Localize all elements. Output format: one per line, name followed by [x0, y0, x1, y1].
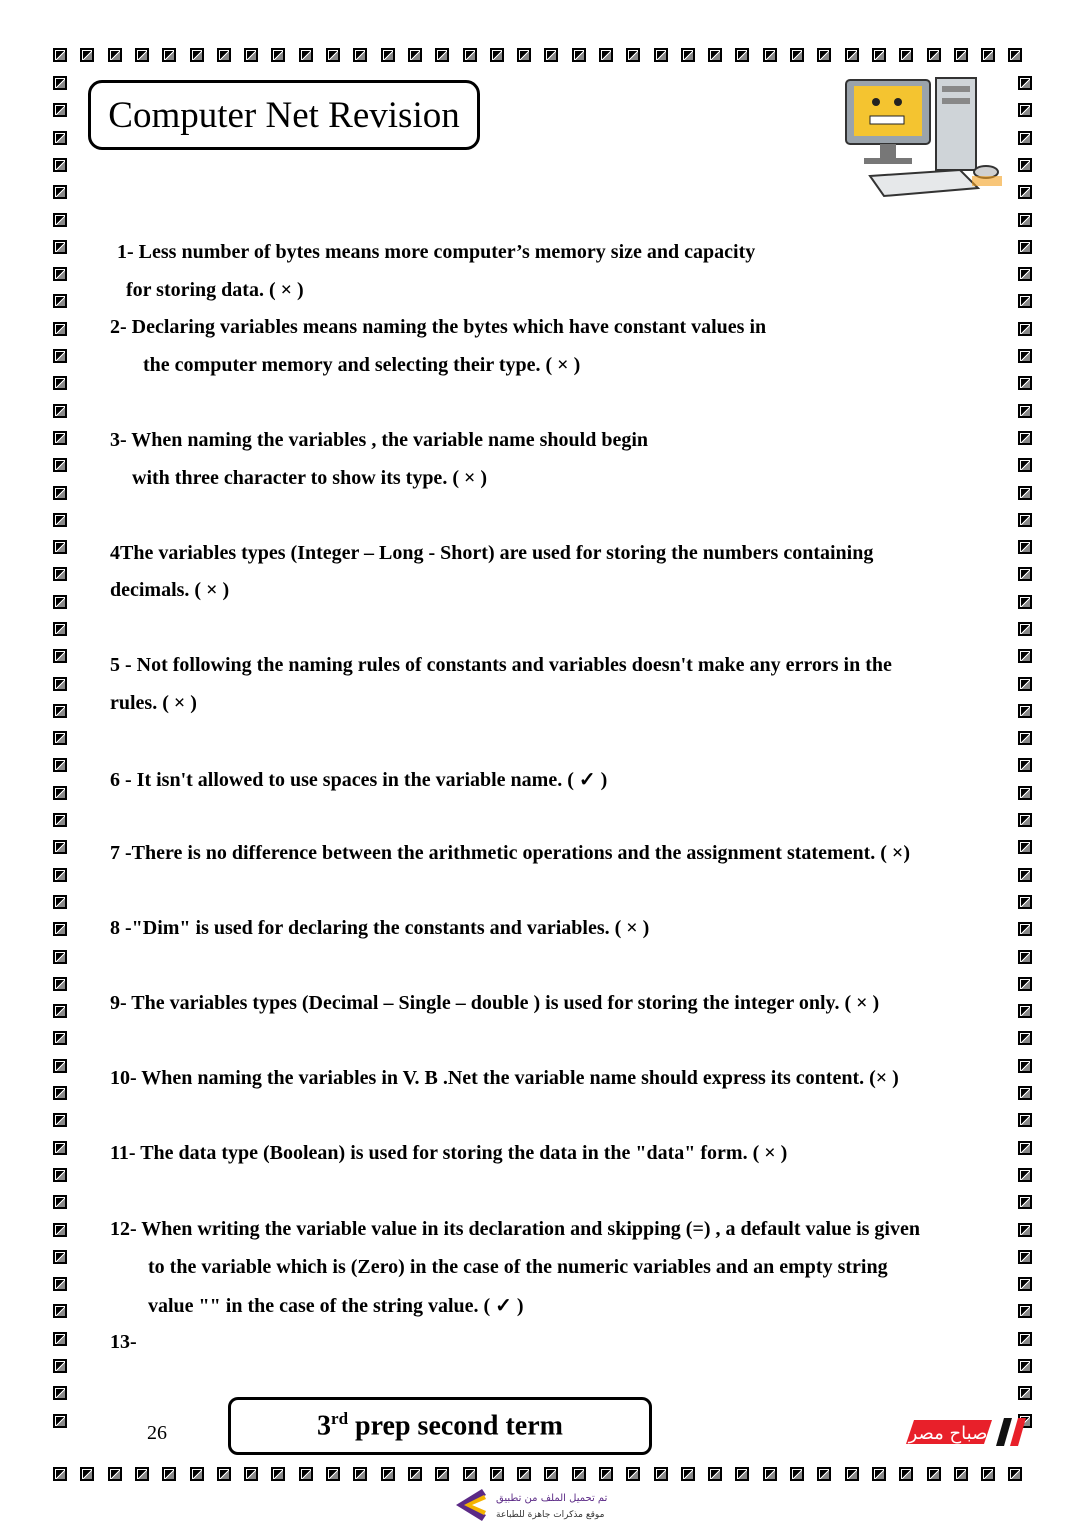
svg-text:صباح مصر: صباح مصر — [908, 1423, 988, 1444]
border-square — [135, 48, 149, 62]
border-square — [845, 48, 859, 62]
border-square — [53, 977, 67, 991]
border-square — [53, 103, 67, 117]
border-square — [1018, 1195, 1032, 1209]
question-12-line-1: 12- When writing the variable value in its declaration and skipping (=) , a default value is given — [110, 1218, 920, 1240]
border-square — [53, 1414, 67, 1428]
question-4-line-2: decimals. ( × ) — [110, 579, 230, 601]
border-square — [463, 48, 477, 62]
border-square — [1018, 1059, 1032, 1073]
border-square — [53, 213, 67, 227]
border-square — [1018, 977, 1032, 991]
border-square — [1018, 1004, 1032, 1018]
border-square — [1018, 431, 1032, 445]
border-square — [326, 1467, 340, 1481]
border-square — [53, 786, 67, 800]
border-square — [53, 1386, 67, 1400]
border-square — [53, 595, 67, 609]
border-square — [981, 48, 995, 62]
border-square — [1008, 1467, 1022, 1481]
border-square — [162, 1467, 176, 1481]
svg-text:تم تحميل الملف من تطبيق: تم تحميل الملف من تطبيق — [496, 1493, 608, 1504]
border-square — [53, 868, 67, 882]
border-square — [53, 1359, 67, 1373]
border-square — [299, 1467, 313, 1481]
border-square — [1018, 1332, 1032, 1346]
border-square — [1018, 840, 1032, 854]
title-box — [88, 80, 480, 150]
border-square — [53, 1086, 67, 1100]
border-square — [53, 1113, 67, 1127]
question-1-line-2: for storing data. ( × ) — [126, 279, 304, 301]
border-square — [326, 48, 340, 62]
border-square — [53, 1223, 67, 1237]
border-square — [1018, 322, 1032, 336]
question-3-line-2: with three character to show its type. ( × ) — [132, 467, 488, 489]
border-square — [681, 48, 695, 62]
border-square — [53, 513, 67, 527]
border-square — [244, 1467, 258, 1481]
question-2-line-2: the computer memory and selecting their type. ( × ) — [143, 354, 581, 376]
border-square — [53, 1031, 67, 1045]
border-square — [162, 48, 176, 62]
question-2-line-1: 2- Declaring variables means naming the bytes which have constant values in — [110, 316, 767, 338]
border-square — [190, 1467, 204, 1481]
border-square — [708, 48, 722, 62]
border-square — [1018, 1168, 1032, 1182]
border-square — [817, 48, 831, 62]
border-square — [517, 48, 531, 62]
border-square — [1018, 1141, 1032, 1155]
border-square — [899, 48, 913, 62]
border-square — [845, 1467, 859, 1481]
border-square — [1018, 513, 1032, 527]
border-square — [80, 48, 94, 62]
border-square — [790, 1467, 804, 1481]
border-square — [490, 48, 504, 62]
border-square — [954, 1467, 968, 1481]
border-square — [1018, 376, 1032, 390]
border-square — [53, 185, 67, 199]
border-square — [1018, 1304, 1032, 1318]
border-square — [53, 1004, 67, 1018]
border-square — [1018, 1113, 1032, 1127]
border-square — [271, 48, 285, 62]
border-square — [1018, 458, 1032, 472]
border-square — [408, 48, 422, 62]
border-square — [1018, 103, 1032, 117]
border-square — [1018, 622, 1032, 636]
border-square — [708, 1467, 722, 1481]
border-square — [53, 813, 67, 827]
border-square — [1018, 185, 1032, 199]
border-square — [53, 677, 67, 691]
border-square — [1018, 704, 1032, 718]
border-square — [217, 48, 231, 62]
border-square — [981, 1467, 995, 1481]
term-label: 3rd prep second term — [317, 1409, 563, 1442]
border-square — [1018, 1277, 1032, 1291]
question-6-line-1: 6 - It isn't allowed to use spaces in the variable name. ( ✓ ) — [110, 769, 608, 791]
border-square — [53, 158, 67, 172]
border-square — [53, 567, 67, 581]
border-square — [53, 76, 67, 90]
border-square — [53, 622, 67, 636]
border-square — [899, 1467, 913, 1481]
border-square — [53, 922, 67, 936]
border-square — [954, 48, 968, 62]
question-9-line-1: 9- The variables types (Decimal – Single – double ) is used for storing the integer only. ( × ) — [110, 992, 880, 1014]
page-title: Computer Net Revision — [108, 94, 460, 136]
border-square — [53, 1168, 67, 1182]
border-square — [108, 48, 122, 62]
border-square — [654, 48, 668, 62]
question-7-line-1: 7 -There is no difference between the arithmetic operations and the assignment statement. ( ×) — [110, 842, 910, 864]
border-square — [1018, 486, 1032, 500]
border-square — [735, 48, 749, 62]
border-square — [53, 1467, 67, 1481]
border-square — [517, 1467, 531, 1481]
border-square — [53, 1277, 67, 1291]
border-square — [927, 48, 941, 62]
border-square — [1018, 1086, 1032, 1100]
question-4-line-1: 4The variables types (Integer – Long - Short) are used for storing the numbers containing — [110, 542, 874, 564]
border-square — [1018, 895, 1032, 909]
border-square — [271, 1467, 285, 1481]
border-square — [53, 486, 67, 500]
border-square — [1018, 1359, 1032, 1373]
border-square — [53, 48, 67, 62]
border-square — [353, 1467, 367, 1481]
border-square — [1018, 595, 1032, 609]
border-square — [53, 349, 67, 363]
border-square — [681, 1467, 695, 1481]
border-square — [1018, 1223, 1032, 1237]
question-5-line-1: 5 - Not following the naming rules of constants and variables doesn't make any errors in the — [110, 654, 892, 676]
border-square — [1018, 267, 1032, 281]
border-square — [190, 48, 204, 62]
question-12-line-2: to the variable which is (Zero) in the case of the numeric variables and an empty string — [148, 1256, 888, 1278]
border-square — [135, 1467, 149, 1481]
border-square — [1018, 158, 1032, 172]
border-square — [1018, 677, 1032, 691]
border-square — [435, 48, 449, 62]
border-square — [1008, 48, 1022, 62]
border-square — [244, 48, 258, 62]
border-square — [1018, 567, 1032, 581]
question-12-line-3: value "" in the case of the string value. ( ✓ ) — [148, 1295, 524, 1317]
question-5-line-2: rules. ( × ) — [110, 692, 197, 714]
border-square — [1018, 649, 1032, 663]
border-square — [735, 1467, 749, 1481]
border-square — [53, 895, 67, 909]
border-square — [1018, 349, 1032, 363]
border-square — [872, 1467, 886, 1481]
question-8-line-1: 8 -"Dim" is used for declaring the constants and variables. ( × ) — [110, 917, 650, 939]
border-square — [353, 48, 367, 62]
border-square — [817, 1467, 831, 1481]
border-square — [1018, 76, 1032, 90]
border-square — [53, 1304, 67, 1318]
border-square — [572, 48, 586, 62]
border-square — [381, 1467, 395, 1481]
border-square — [763, 1467, 777, 1481]
border-square — [1018, 240, 1032, 254]
border-square — [1018, 868, 1032, 882]
border-square — [927, 1467, 941, 1481]
border-square — [1018, 786, 1032, 800]
border-square — [53, 758, 67, 772]
border-square — [1018, 950, 1032, 964]
border-square — [1018, 540, 1032, 554]
border-square — [1018, 294, 1032, 308]
border-square — [463, 1467, 477, 1481]
border-square — [53, 267, 67, 281]
border-square — [763, 48, 777, 62]
question-13-line-1: 13- — [110, 1331, 137, 1353]
download-app-logo — [456, 1487, 616, 1523]
svg-text:موقع مذكرات جاهزة للطباعة: موقع مذكرات جاهزة للطباعة — [496, 1510, 605, 1520]
border-square — [1018, 758, 1032, 772]
border-square — [53, 131, 67, 145]
border-square — [572, 1467, 586, 1481]
border-square — [53, 840, 67, 854]
border-square — [544, 1467, 558, 1481]
border-square — [53, 649, 67, 663]
border-square — [408, 1467, 422, 1481]
border-square — [53, 322, 67, 336]
border-square — [53, 1332, 67, 1346]
border-square — [53, 731, 67, 745]
border-square — [872, 48, 886, 62]
border-square — [53, 431, 67, 445]
border-square — [599, 48, 613, 62]
border-square — [53, 458, 67, 472]
border-square — [53, 240, 67, 254]
border-square — [1018, 1031, 1032, 1045]
border-square — [1018, 1386, 1032, 1400]
page-number: 26 — [147, 1422, 167, 1444]
border-square — [299, 48, 313, 62]
border-square — [217, 1467, 231, 1481]
border-square — [53, 1250, 67, 1264]
border-square — [53, 950, 67, 964]
border-square — [381, 48, 395, 62]
border-square — [108, 1467, 122, 1481]
border-square — [80, 1467, 94, 1481]
border-square — [654, 1467, 668, 1481]
border-square — [53, 404, 67, 418]
border-square — [790, 48, 804, 62]
computer-clipart — [840, 72, 1012, 202]
border-square — [53, 1141, 67, 1155]
border-square — [53, 704, 67, 718]
question-11-line-1: 11- The data type (Boolean) is used for storing the data in the "data" form. ( × ) — [110, 1142, 788, 1164]
border-square — [544, 48, 558, 62]
border-square — [53, 376, 67, 390]
question-1-line-1: 1- Less number of bytes means more computer’s memory size and capacity — [117, 241, 756, 263]
border-square — [1018, 1250, 1032, 1264]
question-10-line-1: 10- When naming the variables in V. B .Net the variable name should express its content. (× ) — [110, 1067, 899, 1089]
border-square — [53, 540, 67, 554]
border-square — [1018, 213, 1032, 227]
border-square — [1018, 813, 1032, 827]
border-square — [1018, 404, 1032, 418]
border-square — [490, 1467, 504, 1481]
question-3-line-1: 3- When naming the variables , the variable name should begin — [110, 429, 649, 451]
term-box — [228, 1397, 652, 1455]
border-square — [626, 1467, 640, 1481]
border-square — [53, 1059, 67, 1073]
border-square — [435, 1467, 449, 1481]
border-square — [53, 1195, 67, 1209]
border-square — [1018, 131, 1032, 145]
sabah-masr-logo — [852, 1414, 1032, 1450]
border-square — [599, 1467, 613, 1481]
border-square — [1018, 731, 1032, 745]
border-square — [53, 294, 67, 308]
border-square — [626, 48, 640, 62]
border-square — [1018, 922, 1032, 936]
